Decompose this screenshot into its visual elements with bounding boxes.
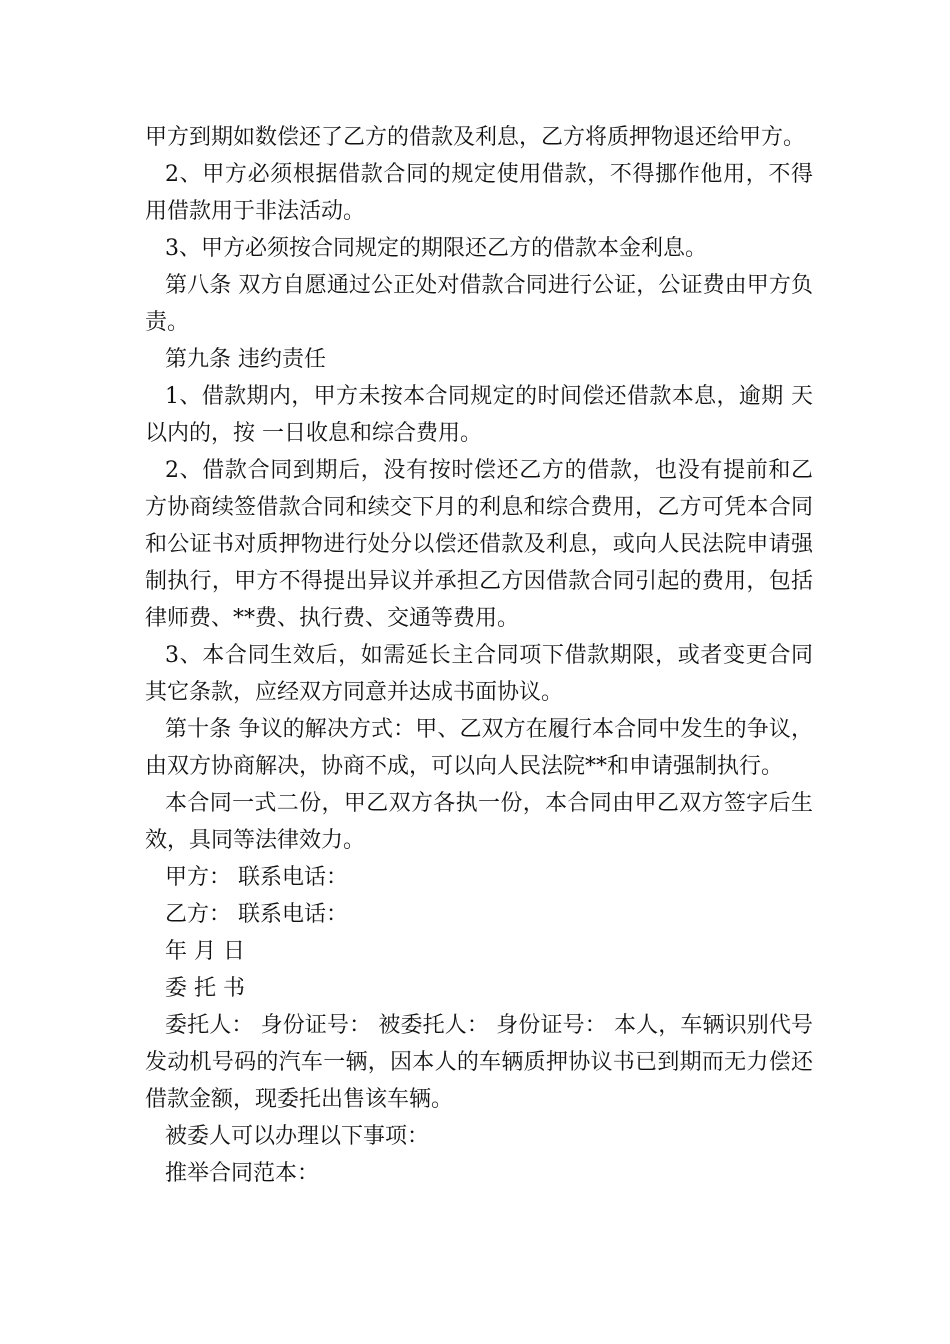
document-body <box>145 119 813 1192</box>
paragraph-2: 2、甲方必须根据借款合同的规定使用借款，不得挪作他用，不得用借款用于非法活动。 <box>145 162 813 224</box>
copies-clause: 本合同一式二份，甲乙双方各执一份，本合同由甲乙双方签字后生效，具同等法律效力。 <box>145 791 813 853</box>
article-9-clause-3: 3、本合同生效后，如需延长主合同项下借款期限，或者变更合同其它条款，应经双方同意并达成书面协议。 <box>145 643 813 705</box>
paragraph-3: 3、甲方必须按合同规定的期限还乙方的借款本金利息。 <box>165 236 707 261</box>
power-of-attorney-title: 委 托 书 <box>165 976 245 1001</box>
date-line: 年 月 日 <box>165 939 245 964</box>
paragraph-1: 甲方到期如数偿还了乙方的借款及利息，乙方将质押物退还给甲方。 <box>145 125 806 150</box>
article-10: 第十条 争议的解决方式：甲、乙双方在履行本合同中发生的争议，由双方协商解决，协商不成，可以向人民法院**和申请强制执行。 <box>145 717 813 779</box>
article-8: 第八条 双方自愿通过公正处对借款合同进行公证，公证费由甲方负责。 <box>145 273 813 335</box>
authorized-matters: 被委人可以办理以下事项： <box>165 1124 430 1149</box>
article-9-clause-2: 2、借款合同到期后，没有按时偿还乙方的借款，也没有提前和乙方协商续签借款合同和续交下月的利息和综合费用，乙方可凭本合同和公证书对质押物进行处分以偿还借款及利息，或向人民法院申请强制执行，甲方不得提出异议并承担乙方因借款合同引起的费用，包括律师费、**费、执行费、交通等费用。 <box>145 458 813 631</box>
party-a-signature-line: 甲方： 联系电话： <box>165 865 348 890</box>
recommended-templates: 推举合同范本： <box>165 1161 320 1186</box>
power-of-attorney-body: 委托人： 身份证号： 被委托人： 身份证号： 本人，车辆识别代号发动机号码的汽车一辆，因本人的车辆质押协议书已到期而无力偿还借款金额，现委托出售该车辆。 <box>145 1013 813 1112</box>
party-b-signature-line: 乙方： 联系电话： <box>165 902 348 927</box>
article-9-heading: 第九条 违约责任 <box>165 347 326 372</box>
article-9-clause-1: 1、借款期内，甲方未按本合同规定的时间偿还借款本息，逾期 天以内的，按 一日收息和综合费用。 <box>145 384 813 446</box>
